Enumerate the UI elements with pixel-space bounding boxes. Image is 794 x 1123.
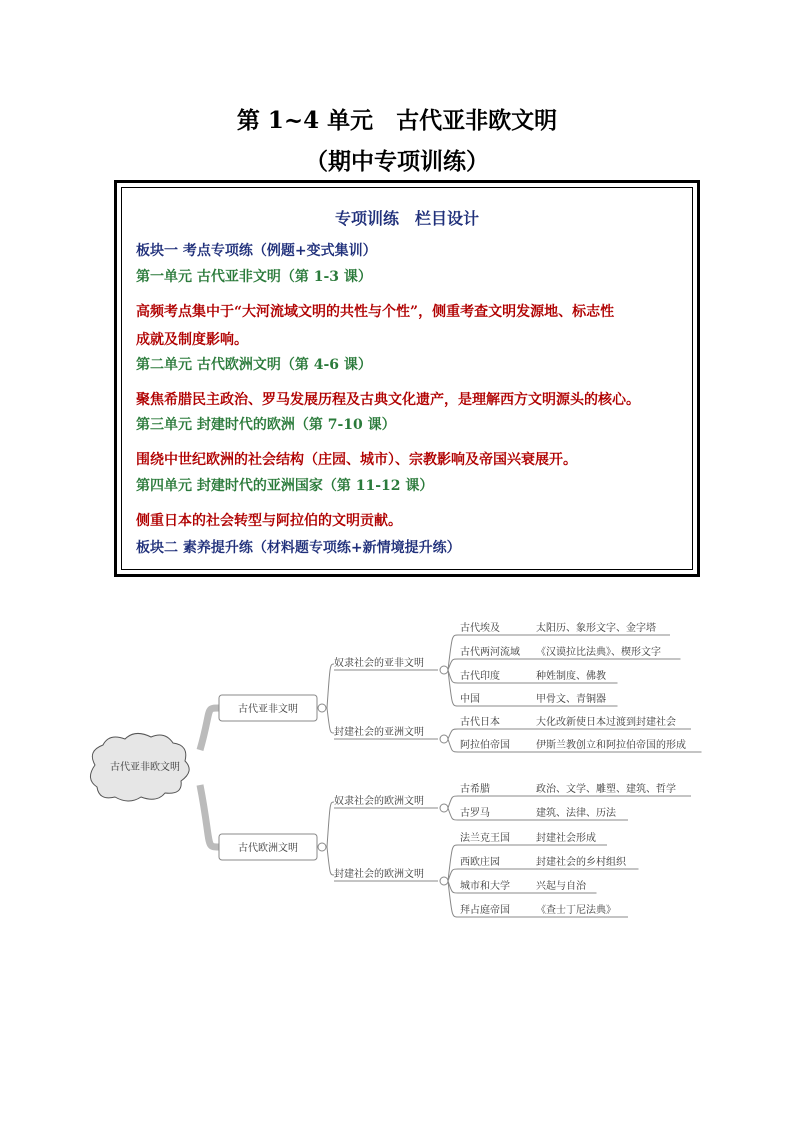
root-label: 古代亚非欧文明	[110, 762, 180, 773]
group-label: 封建社会的欧洲文明	[334, 869, 424, 880]
item-name: 古希腊	[460, 784, 490, 795]
design-line-desc: 聚焦希腊民主政治、罗马发展历程及古典文化遗产，是理解西方文明源头的核心。	[136, 392, 640, 408]
item-detail: 封建社会的乡村组织	[536, 857, 626, 868]
design-box-title: 专项训练 栏目设计	[334, 209, 479, 228]
item-detail: 种姓制度、佛教	[536, 671, 606, 682]
item-detail: 甲骨文、青铜器	[536, 694, 606, 705]
item-name: 古代印度	[460, 671, 500, 682]
group-toggle	[440, 666, 448, 674]
item-name: 城市和大学	[460, 881, 510, 892]
mindmap	[0, 600, 794, 960]
design-line-unit: 第二单元 古代欧洲文明（第 4-6 课）	[136, 357, 372, 373]
root-node	[90, 733, 189, 801]
branch-label: 古代欧洲文明	[238, 843, 298, 854]
group-connector	[327, 847, 334, 875]
design-line-desc: 高频考点集中于“大河流域文明的共性与个性”，侧重考查文明发源地、标志性	[136, 304, 615, 320]
group-toggle	[440, 804, 448, 812]
branch-node	[219, 834, 326, 860]
design-line-section: 板块二 素养提升练（材料题专项练+新情境提升练）	[136, 540, 461, 556]
design-line-unit: 第四单元 封建时代的亚洲国家（第 11-12 课）	[136, 478, 434, 494]
branch-connector	[200, 708, 219, 750]
group-label: 奴隶社会的欧洲文明	[334, 796, 424, 807]
branch-connector	[200, 785, 219, 847]
item-detail: 《查士丁尼法典》	[536, 905, 616, 916]
item-connector	[448, 729, 458, 739]
design-box	[114, 180, 700, 577]
item-name: 古代埃及	[460, 623, 500, 634]
design-line-unit: 第三单元 封建时代的欧洲（第 7-10 课）	[136, 417, 396, 433]
item-connector	[448, 808, 458, 820]
item-detail: 封建社会形成	[536, 833, 596, 844]
item-name: 法兰克王国	[460, 833, 510, 844]
item-detail: 《汉谟拉比法典》、楔形文字	[536, 647, 661, 658]
item-detail: 太阳历、象形文字、金字塔	[536, 623, 656, 634]
item-name: 古代两河流域	[460, 647, 520, 658]
item-detail: 政治、文学、雕塑、建筑、哲学	[536, 784, 676, 795]
branch-node	[219, 695, 326, 721]
group-connector	[327, 802, 334, 847]
branch-label: 古代亚非文明	[238, 704, 298, 715]
item-name: 阿拉伯帝国	[460, 740, 510, 751]
group-connector	[327, 708, 334, 733]
item-detail: 大化改新使日本过渡到封建社会	[536, 717, 676, 728]
group-label: 奴隶社会的亚非文明	[334, 658, 424, 669]
group-toggle	[440, 735, 448, 743]
design-line-unit: 第一单元 古代亚非文明（第 1-3 课）	[136, 269, 372, 285]
branch-toggle	[318, 704, 326, 712]
design-line-desc: 围绕中世纪欧洲的社会结构（庄园、城市）、宗教影响及帝国兴衰展开。	[136, 452, 577, 468]
group-connector	[327, 664, 334, 708]
page-title: 第 1~4 单元 古代亚非欧文明	[236, 107, 558, 134]
design-line-desc: 成就及制度影响。	[136, 332, 248, 348]
group-toggle	[440, 877, 448, 885]
item-detail: 兴起与自治	[536, 881, 586, 892]
item-detail: 建筑、法律、历法	[536, 808, 616, 819]
item-name: 中国	[460, 694, 480, 705]
item-name: 古罗马	[460, 808, 490, 819]
page-subtitle: （期中专项训练）	[305, 148, 489, 175]
item-detail: 伊斯兰教创立和阿拉伯帝国的形成	[536, 740, 686, 751]
design-box-inner	[121, 187, 693, 570]
item-connector	[448, 739, 458, 752]
item-name: 古代日本	[460, 717, 500, 728]
branch-toggle	[318, 843, 326, 851]
item-name: 拜占庭帝国	[460, 905, 510, 916]
design-line-desc: 侧重日本的社会转型与阿拉伯的文明贡献。	[136, 513, 402, 529]
item-name: 西欧庄园	[460, 857, 500, 868]
item-connector	[448, 796, 458, 808]
design-line-section: 板块一 考点专项练（例题+变式集训）	[136, 243, 377, 259]
group-label: 封建社会的亚洲文明	[334, 727, 424, 738]
